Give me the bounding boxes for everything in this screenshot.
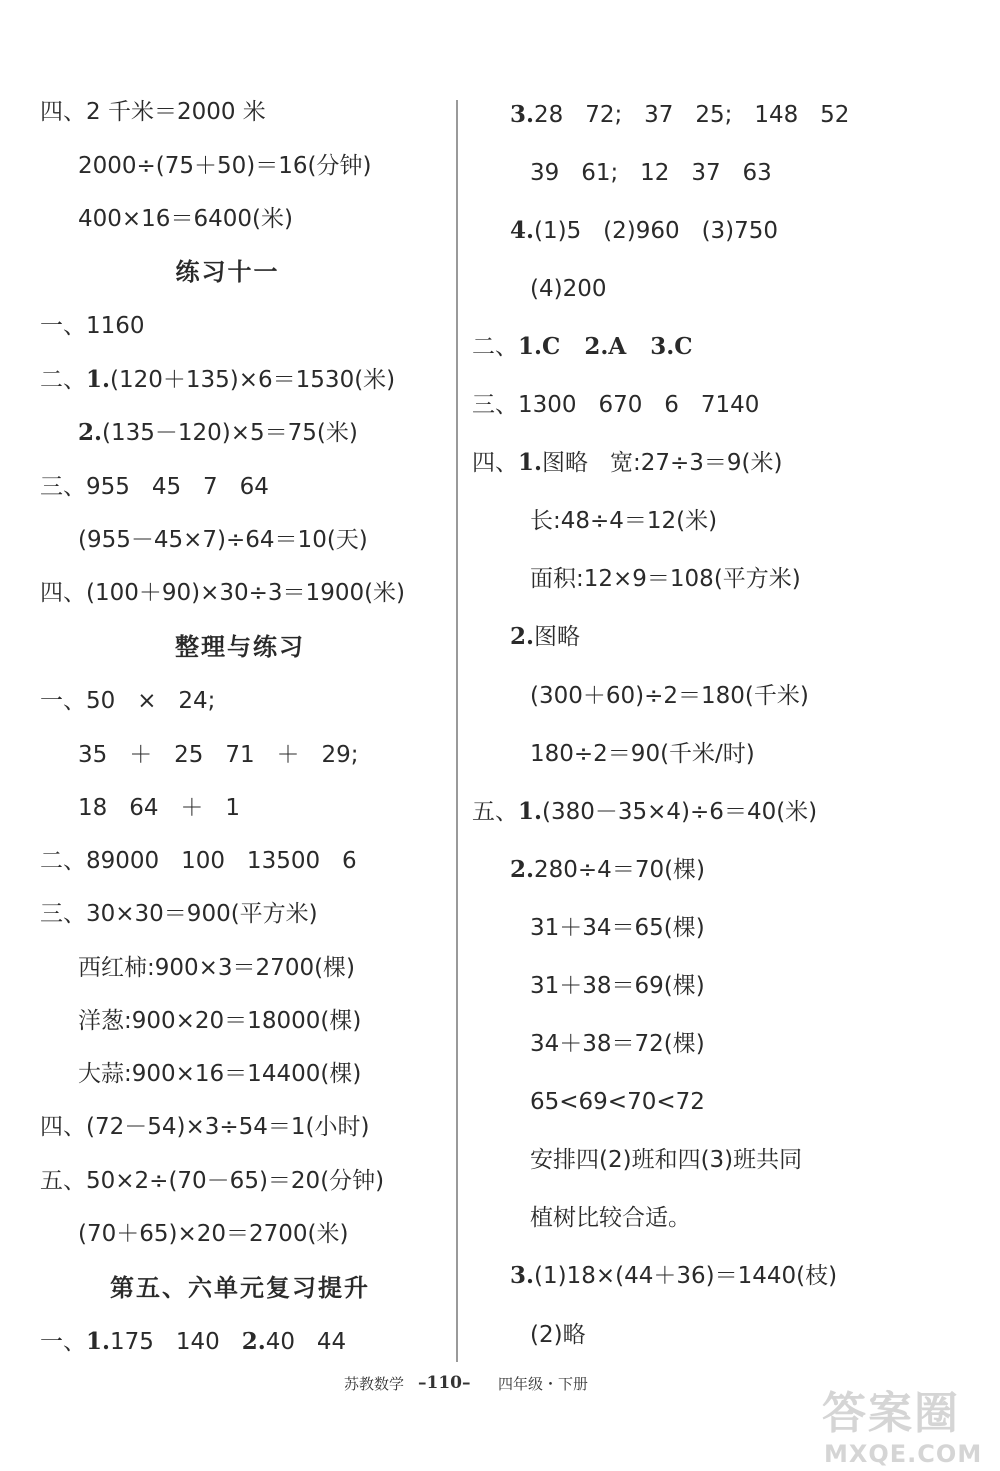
answer-line: 二、1.C 2.A 3.C bbox=[472, 333, 693, 360]
page-number: –110– bbox=[418, 1373, 471, 1393]
answer-line: 39 61; 12 37 63 bbox=[530, 160, 772, 186]
answer-line: (300＋60)÷2＝180(千米) bbox=[530, 683, 809, 709]
answer-line: 3.28 72; 37 25; 148 52 bbox=[510, 101, 850, 128]
section-heading: 整理与练习 bbox=[175, 633, 305, 661]
answer-line: 35 ＋ 25 71 ＋ 29; bbox=[78, 742, 359, 768]
section-heading: 第五、六单元复习提升 bbox=[110, 1274, 370, 1302]
answer-line: (4)200 bbox=[530, 276, 607, 302]
answer-line: 安排四(2)班和四(3)班共同 bbox=[530, 1147, 803, 1173]
answer-line: 长:48÷4＝12(米) bbox=[530, 508, 718, 534]
answer-line: 4.(1)5 (2)960 (3)750 bbox=[510, 217, 779, 244]
answer-line: 西红柿:900×3＝2700(棵) bbox=[78, 955, 356, 981]
watermark-logo bbox=[820, 1390, 998, 1470]
answer-line: 面积:12×9＝108(平方米) bbox=[530, 566, 801, 592]
answer-line: 400×16＝6400(米) bbox=[78, 206, 293, 232]
answer-line: 洋葱:900×20＝18000(棵) bbox=[78, 1008, 362, 1034]
answer-line: 五、50×2÷(70－65)＝20(分钟) bbox=[40, 1168, 385, 1194]
answer-line: 18 64 ＋ 1 bbox=[78, 795, 240, 821]
answer-line: 一、1160 bbox=[40, 313, 145, 339]
answer-line: 四、1.图略 宽:27÷3＝9(米) bbox=[472, 449, 783, 476]
answer-line: 二、89000 100 13500 6 bbox=[40, 848, 357, 874]
answer-line: 植树比较合适。 bbox=[530, 1205, 691, 1231]
answer-line: 三、955 45 7 64 bbox=[40, 474, 269, 500]
footer-grade: 四年级・下册 bbox=[498, 1375, 589, 1393]
answer-line: (2)略 bbox=[530, 1322, 586, 1348]
answer-line: 31＋38＝69(棵) bbox=[530, 973, 705, 999]
answer-line: 四、(100＋90)×30÷3＝1900(米) bbox=[40, 580, 406, 606]
answer-line: (955－45×7)÷64＝10(天) bbox=[78, 527, 368, 553]
answer-line: (70＋65)×20＝2700(米) bbox=[78, 1221, 349, 1247]
answer-line: 34＋38＝72(棵) bbox=[530, 1031, 705, 1057]
answer-line: 2000÷(75＋50)＝16(分钟) bbox=[78, 153, 372, 179]
answer-line: 三、30×30＝900(平方米) bbox=[40, 901, 318, 927]
answer-line: 二、1.(120＋135)×6＝1530(米) bbox=[40, 366, 396, 393]
answer-line: 四、(72－54)×3÷54＝1(小时) bbox=[40, 1114, 370, 1140]
answer-line: 三、1300 670 6 7140 bbox=[472, 392, 760, 418]
answer-line: 2.图略 bbox=[510, 623, 581, 650]
answer-line: 五、1.(380－35×4)÷6＝40(米) bbox=[472, 798, 818, 825]
answer-line: 180÷2＝90(千米/时) bbox=[530, 741, 755, 767]
watermark-title: 答案圈 bbox=[822, 1388, 960, 1439]
answer-line: 65<69<70<72 bbox=[530, 1089, 705, 1115]
answer-line: 一、50 × 24; bbox=[40, 688, 216, 714]
answer-line: 2.280÷4＝70(棵) bbox=[510, 856, 706, 883]
answer-line: 一、1.175 140 2.40 44 bbox=[40, 1328, 347, 1355]
answer-line: 3.(1)18×(44＋36)＝1440(枝) bbox=[510, 1262, 838, 1289]
answer-line: 31＋34＝65(棵) bbox=[530, 915, 705, 941]
column-divider bbox=[456, 100, 458, 1362]
answer-line: 2.(135－120)×5＝75(米) bbox=[78, 419, 358, 446]
watermark-url: MXQE.COM bbox=[824, 1440, 983, 1468]
section-heading: 练习十一 bbox=[175, 258, 280, 286]
answer-line: 四、2 千米＝2000 米 bbox=[40, 99, 266, 125]
footer-subject: 苏教数学 bbox=[344, 1375, 405, 1393]
answer-line: 大蒜:900×16＝14400(棵) bbox=[78, 1061, 362, 1087]
